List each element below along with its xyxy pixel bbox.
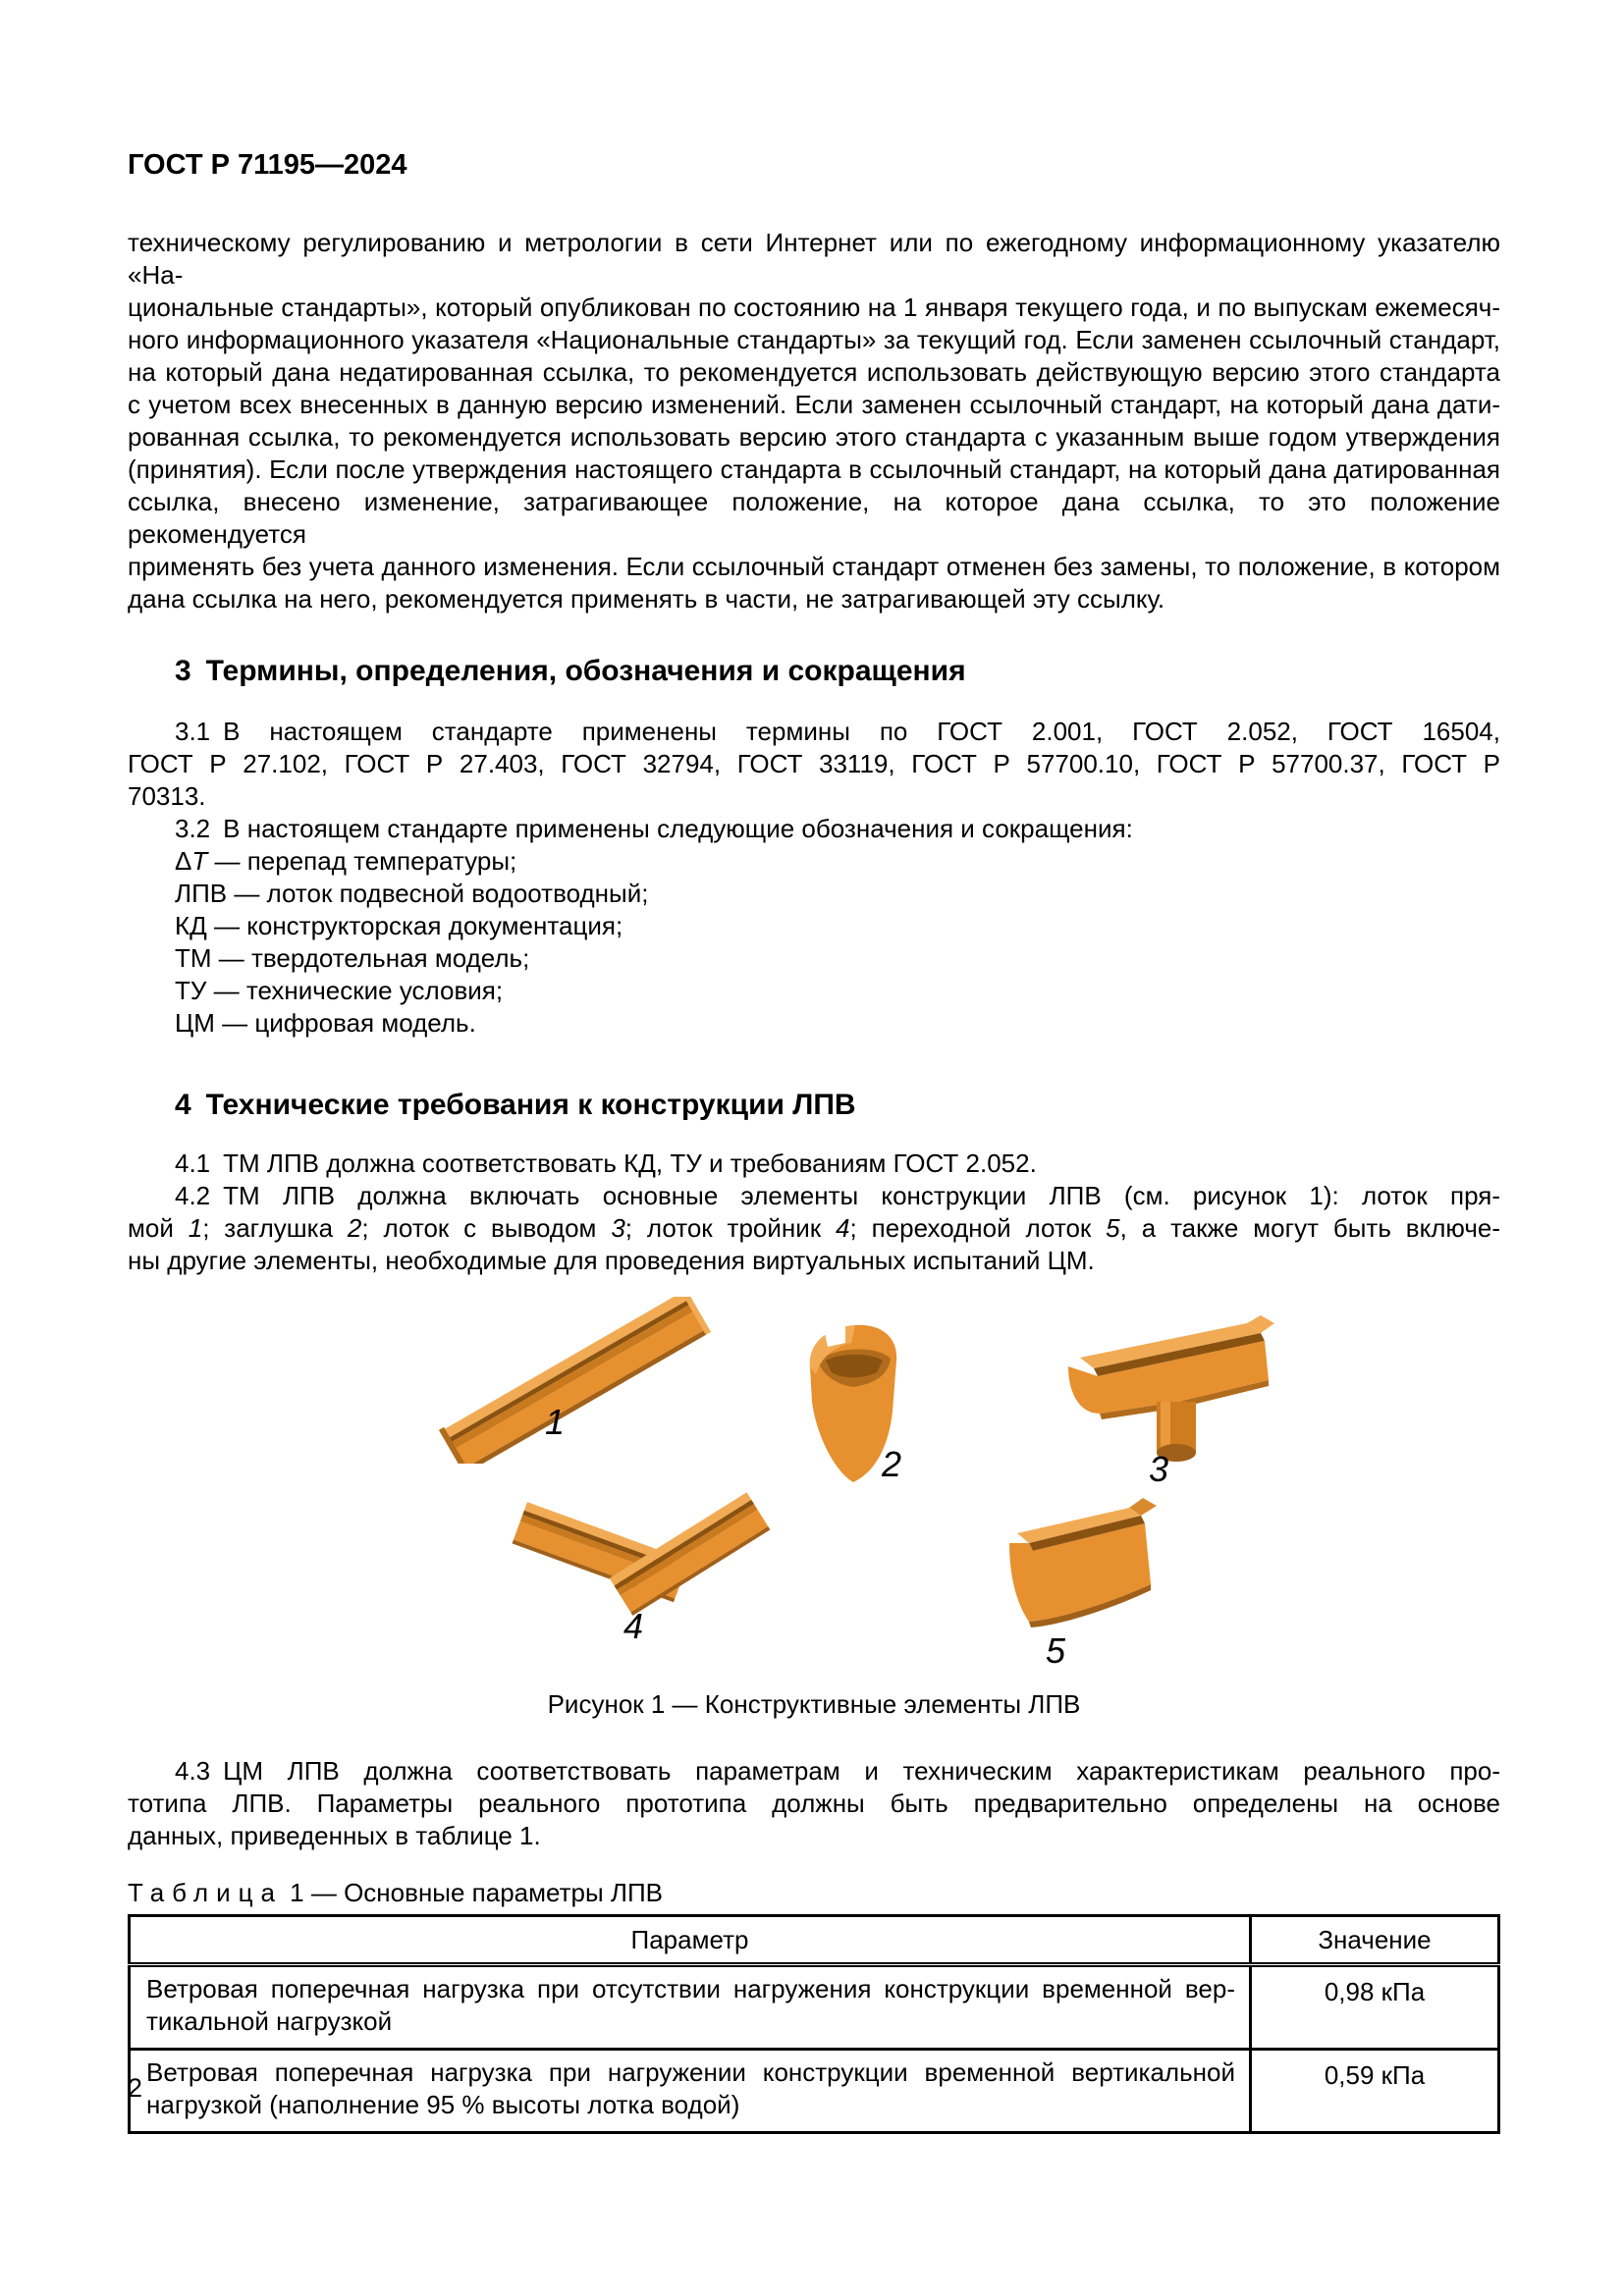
cell-line: тикальной нагрузкой	[146, 2006, 393, 2036]
value-cell: 0,98 кПа	[1251, 1965, 1499, 2050]
paragraph-line: 70313.	[128, 781, 206, 811]
table-header-row	[130, 1916, 1499, 1965]
section-3-heading: 3 Термины, определения, обозначения и сокращения	[175, 655, 966, 687]
figure-1	[128, 1289, 1500, 1682]
clause-4-1	[128, 1148, 1500, 1180]
abbreviation-line: ТУ — технические условия;	[175, 976, 504, 1005]
intro-paragraph	[128, 227, 1500, 615]
doc-code-header: ГОСТ Р 71195—2024	[128, 149, 407, 181]
clause-3-2	[128, 813, 1500, 1040]
table-row	[130, 1965, 1499, 2050]
clause-3-1	[128, 716, 1500, 813]
paragraph-line: техническому регулированию и метрологии в сети Интернет или по ежегодному информационному указателю «На-	[128, 228, 1500, 290]
paragraph-line: тотипа ЛПВ. Параметры реального прототипа должны быть предварительно определены на основе	[128, 1789, 1500, 1818]
clause-4-3	[128, 1755, 1500, 1852]
column-header-value: Значение	[1251, 1916, 1499, 1965]
column-header-parameter: Параметр	[130, 1916, 1251, 1965]
paragraph-line: на который дана недатированная ссылка, то рекомендуется использовать действующую версию этого стандарта	[128, 357, 1500, 387]
abbreviation-line: ΔT — перепад температуры;	[175, 846, 517, 876]
parameter-cell	[130, 2050, 1251, 2133]
figure-element-5-transition-channel	[982, 1490, 1188, 1657]
paragraph-line: (принятия). Если после утверждения настоящего стандарта в ссылочный стандарт, на который дана датированная	[128, 454, 1500, 484]
figure-label-4: 4	[623, 1606, 644, 1646]
figure-label-3: 3	[1149, 1449, 1169, 1489]
page-content	[128, 149, 1500, 2134]
figure-label-2: 2	[882, 1444, 902, 1484]
paragraph-line: данных, приведенных в таблице 1.	[128, 1821, 541, 1850]
paragraph-line: ГОСТ Р 27.102, ГОСТ Р 27.403, ГОСТ 32794, ГОСТ 33119, ГОСТ Р 57700.10, ГОСТ Р 57700.37, ГОСТ Р	[128, 749, 1500, 778]
abbreviation-line: ЦМ — цифровая модель.	[175, 1008, 476, 1038]
abbreviation-line: ТМ — твердотельная модель;	[175, 943, 530, 973]
table-1	[128, 1914, 1500, 2134]
paragraph-line: 4.3 ЦМ ЛПВ должна соответствовать параметрам и техническим характеристикам реального про-	[175, 1756, 1500, 1786]
cell-line: нагрузкой (наполнение 95 % высоты лотка водой)	[146, 2090, 740, 2119]
figure-element-1-straight-channel	[422, 1297, 727, 1464]
figure-label-1: 1	[545, 1402, 566, 1442]
figure-1-caption: Рисунок 1 — Конструктивные элементы ЛПВ	[547, 1689, 1081, 1719]
table-1-caption-label: Таблица	[128, 1878, 283, 1907]
section-4-heading: 4 Технические требования к конструкции ЛПВ	[175, 1089, 856, 1121]
paragraph-line: ны другие элементы, необходимые для проведения виртуальных испытаний ЦМ.	[128, 1246, 1095, 1275]
page-number: 2	[128, 2073, 143, 2103]
paragraph-line: дана ссылка на него, рекомендуется применять в части, не затрагивающей эту ссылку.	[128, 584, 1165, 614]
paragraph-line: 4.1 ТМ ЛПВ должна соответствовать КД, ТУ и требованиям ГОСТ 2.052.	[175, 1148, 1037, 1178]
paragraph-line: мой 1; заглушка 2; лоток с выводом 3; лоток тройник 4; переходной лоток 5, а также могут быть включе-	[128, 1213, 1500, 1243]
table-1-caption-title: 1 — Основные параметры ЛПВ	[282, 1878, 663, 1907]
figure-label-5: 5	[1046, 1630, 1066, 1671]
cell-line: Ветровая поперечная нагрузка при нагружении конструкции временной вертикальной	[146, 2057, 1235, 2087]
cell-line: Ветровая поперечная нагрузка при отсутствии нагружения конструкции временной вер-	[146, 1974, 1235, 2003]
parameter-cell	[130, 1965, 1251, 2050]
table-row	[130, 2050, 1499, 2133]
abbreviation-line: ЛПВ — лоток подвесной водоотводный;	[175, 879, 649, 908]
value-cell: 0,59 кПа	[1251, 2050, 1499, 2133]
paragraph-line: 3.2 В настоящем стандарте применены следующие обозначения и сокращения:	[175, 814, 1133, 843]
figure-element-2-end-cap	[781, 1313, 928, 1495]
paragraph-line: применять без учета данного изменения. Если ссылочный стандарт отменен без замены, то положение, в котором	[128, 552, 1500, 581]
paragraph-line: с учетом всех внесенных в данную версию изменений. Если заменен ссылочный стандарт, на который дана дати-	[128, 390, 1500, 419]
abbreviation-line: КД — конструкторская документация;	[175, 911, 623, 940]
paragraph-line: ного информационного указателя «Национальные стандарты» за текущий год. Если заменен ссылочный стандарт,	[128, 325, 1500, 354]
paragraph-line: рованная ссылка, то рекомендуется использовать версию этого стандарта с указанным выше годом утверждения	[128, 422, 1500, 452]
paragraph-line: циональные стандарты», который опубликован по состоянию на 1 января текущего года, и по выпускам ежемесяч-	[128, 293, 1500, 322]
paragraph-line: ссылка, внесено изменение, затрагивающее положение, на которое дана ссылка, то это положение рекомендуется	[128, 487, 1500, 549]
table-1-caption	[128, 1878, 1500, 1908]
paragraph-line: 3.1 В настоящем стандарте применены термины по ГОСТ 2.001, ГОСТ 2.052, ГОСТ 16504,	[175, 717, 1500, 746]
clause-4-2	[128, 1180, 1500, 1277]
paragraph-line: 4.2 ТМ ЛПВ должна включать основные элементы конструкции ЛПВ (см. рисунок 1): лоток пря-	[175, 1181, 1500, 1210]
